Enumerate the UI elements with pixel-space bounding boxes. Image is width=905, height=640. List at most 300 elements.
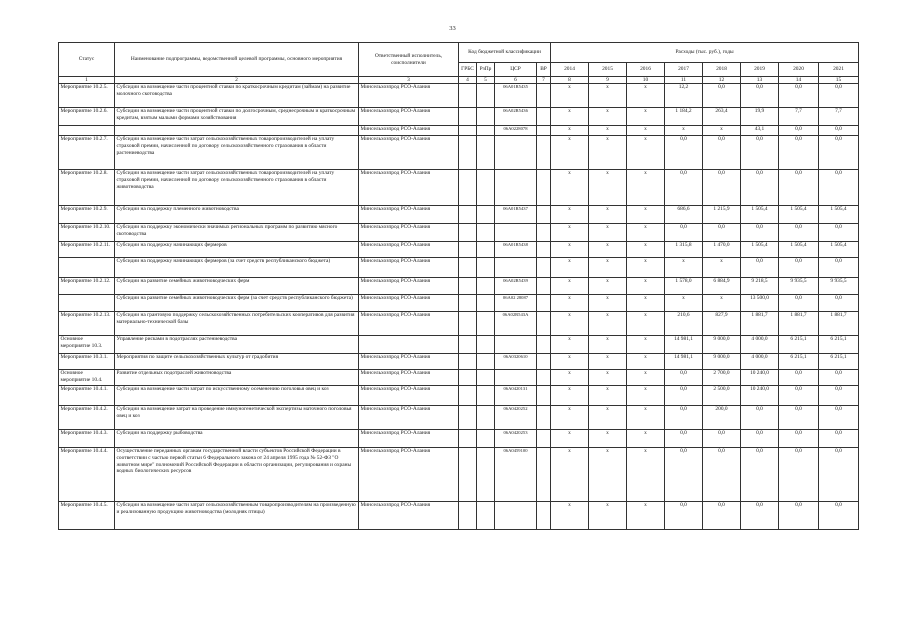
row-executor: Минсельхозпрод РСО-Алания: [359, 312, 459, 336]
row-rzpr: [477, 430, 495, 448]
row-rzpr: [477, 312, 495, 336]
row-csr: 06А01R5437: [495, 206, 537, 224]
row-vr: [537, 136, 551, 170]
row-value: 0,0: [741, 406, 779, 430]
table-row: [59, 502, 859, 530]
table-row: [59, 258, 859, 278]
row-value: х: [589, 312, 627, 336]
row-value: 0,0: [779, 258, 819, 278]
row-executor: Минсельхозпрод РСО-Алания: [359, 386, 459, 406]
row-value: 263,4: [703, 108, 741, 126]
row-value: х: [551, 224, 589, 242]
row-vr: [537, 224, 551, 242]
header-year: 2014: [551, 63, 589, 77]
row-value: 9 218,5: [741, 278, 779, 295]
table-row: [59, 242, 859, 258]
table-row: [59, 430, 859, 448]
row-value: 19,9: [741, 108, 779, 126]
row-value: 0,0: [819, 370, 859, 386]
header-class-col: ЦСР: [495, 63, 537, 77]
row-value: х: [551, 278, 589, 295]
row-csr: 06А02R5439: [495, 278, 537, 295]
row-executor: Минсельхозпрод РСО-Алания: [359, 278, 459, 295]
row-executor: Минсельхозпрод РСО-Алания: [359, 224, 459, 242]
row-status: Мероприятие 10.4.3.: [59, 430, 115, 448]
table-row: [59, 448, 859, 502]
row-name: Субсидии на возмещение части процентной ставки по долгосрочным, среднесрочным и краткосрочным кредитам, взятым малыми формами хозяйствования: [115, 108, 359, 126]
row-name: Субсидии на развитие семейных животноводческих ферм: [115, 278, 359, 295]
table-row: [59, 406, 859, 430]
row-csr: 06А0459100: [495, 448, 537, 502]
row-name: Управление рисками в подотраслях растениеводства: [115, 336, 359, 354]
row-value: 0,0: [665, 448, 703, 502]
row-value: 1 578,0: [665, 278, 703, 295]
column-number: 13: [741, 77, 779, 84]
table-row: [59, 278, 859, 295]
row-executor: Минсельхозпрод РСО-Алания: [359, 354, 459, 370]
row-grbs: [459, 502, 477, 530]
row-value: х: [627, 108, 665, 126]
header-year: 2015: [589, 63, 627, 77]
row-rzpr: [477, 370, 495, 386]
row-rzpr: [477, 258, 495, 278]
row-value: х: [589, 224, 627, 242]
row-value: 6 215,1: [779, 354, 819, 370]
row-value: 12,2: [665, 84, 703, 108]
row-value: х: [703, 258, 741, 278]
row-value: х: [551, 430, 589, 448]
row-csr: 06А0228078: [495, 126, 537, 136]
row-executor: [359, 336, 459, 354]
row-value: 9 000,0: [703, 354, 741, 370]
row-status: [59, 258, 115, 278]
row-value: х: [551, 370, 589, 386]
row-grbs: [459, 386, 477, 406]
row-grbs: [459, 430, 477, 448]
row-value: 43,1: [741, 126, 779, 136]
row-status: Основное мероприятие 10.4.: [59, 370, 115, 386]
row-value: 0,0: [741, 502, 779, 530]
row-status: Мероприятие 10.2.5.: [59, 84, 115, 108]
header-year: 2019: [741, 63, 779, 77]
row-value: х: [589, 406, 627, 430]
column-number: 3: [359, 77, 459, 84]
row-value: 1 505,4: [741, 206, 779, 224]
row-rzpr: [477, 136, 495, 170]
row-name: Субсидии на возмещение части затрат по искусственному осеменению поголовья овец и коз: [115, 386, 359, 406]
row-name: Осуществление переданных органам государственной власти субъектов Российской Федерации в соответствии с частью первой статьи 6 Федерального закона от 24 апреля 1995 года № 52-ФЗ "О животном мире" полномочий Российской Федерации в области организации, регулирования и охраны водных биологических ресурсов: [115, 448, 359, 502]
row-value: х: [589, 242, 627, 258]
row-csr: 06А02R543А: [495, 312, 537, 336]
row-value: х: [589, 170, 627, 206]
row-rzpr: [477, 406, 495, 430]
row-status: Мероприятие 10.2.8.: [59, 170, 115, 206]
table-row: [59, 295, 859, 312]
row-vr: [537, 206, 551, 224]
row-vr: [537, 242, 551, 258]
row-name: Мероприятия по защите сельскохозяйственных культур от градобития: [115, 354, 359, 370]
row-value: 0,0: [665, 224, 703, 242]
header-class-col: ГРБС: [459, 63, 477, 77]
row-rzpr: [477, 448, 495, 502]
column-number: 5: [477, 77, 495, 84]
row-value: х: [551, 108, 589, 126]
row-executor: Минсельхозпрод РСО-Алания: [359, 206, 459, 224]
row-status: [59, 295, 115, 312]
row-value: 1 881,7: [741, 312, 779, 336]
row-value: 7,7: [819, 108, 859, 126]
row-vr: [537, 386, 551, 406]
row-value: 0,0: [819, 136, 859, 170]
row-value: х: [627, 258, 665, 278]
row-name: Субсидии на поддержку экономически значимых региональных программ по развитию мясного скотоводства: [115, 224, 359, 242]
row-value: х: [589, 448, 627, 502]
row-value: х: [551, 84, 589, 108]
row-grbs: [459, 312, 477, 336]
row-value: 0,0: [779, 295, 819, 312]
row-csr: [495, 502, 537, 530]
table-row: [59, 206, 859, 224]
row-value: х: [589, 336, 627, 354]
row-vr: [537, 370, 551, 386]
row-value: 4 000,0: [741, 336, 779, 354]
row-vr: [537, 448, 551, 502]
header-year: 2016: [627, 63, 665, 77]
table-row: [59, 84, 859, 108]
row-value: 1 505,4: [741, 242, 779, 258]
row-value: 6 215,1: [819, 354, 859, 370]
row-value: 0,0: [779, 170, 819, 206]
row-value: х: [589, 295, 627, 312]
row-value: х: [551, 295, 589, 312]
row-value: 1 505,4: [779, 242, 819, 258]
table-row: [59, 336, 859, 354]
row-value: х: [589, 108, 627, 126]
row-value: 1 315,8: [665, 242, 703, 258]
row-value: 0,0: [741, 224, 779, 242]
column-number: 10: [627, 77, 665, 84]
row-value: 1 505,4: [819, 206, 859, 224]
table-row: [59, 312, 859, 336]
row-name: Субсидии на поддержку племенного животноводства: [115, 206, 359, 224]
table-row: [59, 370, 859, 386]
row-value: 1 881,7: [779, 312, 819, 336]
row-value: 0,0: [665, 136, 703, 170]
row-csr: 06А0420253: [495, 430, 537, 448]
row-value: х: [627, 126, 665, 136]
row-value: 200,0: [703, 406, 741, 430]
row-vr: [537, 126, 551, 136]
row-value: 4 000,0: [741, 354, 779, 370]
row-value: 6 884,9: [703, 278, 741, 295]
row-name: Субсидии на поддержку рыбоводства: [115, 430, 359, 448]
row-rzpr: [477, 170, 495, 206]
row-value: 0,0: [703, 448, 741, 502]
row-executor: Минсельхозпрод РСО-Алания: [359, 295, 459, 312]
row-value: х: [551, 406, 589, 430]
row-csr: [495, 370, 537, 386]
row-value: х: [551, 206, 589, 224]
row-rzpr: [477, 502, 495, 530]
row-value: х: [551, 242, 589, 258]
row-status: Основное мероприятие 10.3.: [59, 336, 115, 354]
row-vr: [537, 295, 551, 312]
row-vr: [537, 336, 551, 354]
row-grbs: [459, 84, 477, 108]
row-value: 10 240,0: [741, 370, 779, 386]
row-value: х: [589, 206, 627, 224]
header-executor: Ответственный исполнитель, соисполнители: [359, 43, 459, 77]
row-value: 0,0: [819, 430, 859, 448]
row-vr: [537, 354, 551, 370]
row-vr: [537, 502, 551, 530]
row-value: 0,0: [665, 502, 703, 530]
row-executor: Минсельхозпрод РСО-Алания: [359, 84, 459, 108]
row-value: х: [627, 448, 665, 502]
column-number: 15: [819, 77, 859, 84]
row-status: Мероприятие 10.2.7.: [59, 136, 115, 170]
row-executor: Минсельхозпрод РСО-Алания: [359, 448, 459, 502]
row-value: 0,0: [741, 84, 779, 108]
row-value: 0,0: [703, 224, 741, 242]
row-value: х: [551, 336, 589, 354]
row-value: х: [627, 170, 665, 206]
row-csr: 06А0420252: [495, 406, 537, 430]
row-grbs: [459, 354, 477, 370]
row-value: 0,0: [779, 448, 819, 502]
row-value: х: [551, 312, 589, 336]
row-name: [115, 126, 359, 136]
column-number: 2: [115, 77, 359, 84]
row-value: х: [627, 206, 665, 224]
row-grbs: [459, 170, 477, 206]
row-value: 1 184,2: [665, 108, 703, 126]
row-name: Субсидии на возмещение части затрат сельскохозяйственных товаропроизводителей на уплату страховой премии, начисленной по договору сельскохозяйственного страхования в области животноводства: [115, 170, 359, 206]
row-value: 0,0: [779, 136, 819, 170]
row-value: 210,6: [665, 312, 703, 336]
row-value: 0,0: [665, 170, 703, 206]
row-status: Мероприятие 10.4.1.: [59, 386, 115, 406]
row-vr: [537, 430, 551, 448]
row-csr: 06А01R5438: [495, 242, 537, 258]
row-grbs: [459, 108, 477, 126]
row-executor: Минсельхозпрод РСО-Алания: [359, 430, 459, 448]
row-executor: Минсельхозпрод РСО-Алания: [359, 406, 459, 430]
row-value: х: [703, 126, 741, 136]
row-value: х: [551, 386, 589, 406]
row-csr: [495, 258, 537, 278]
budget-table: [58, 42, 859, 530]
row-value: х: [589, 258, 627, 278]
row-grbs: [459, 406, 477, 430]
row-value: 2 500,0: [703, 386, 741, 406]
row-grbs: [459, 258, 477, 278]
row-value: 0,0: [665, 370, 703, 386]
row-rzpr: [477, 295, 495, 312]
column-number: 12: [703, 77, 741, 84]
row-value: 9 935,5: [779, 278, 819, 295]
row-value: 0,0: [741, 448, 779, 502]
row-value: х: [551, 354, 589, 370]
row-value: 0,0: [741, 136, 779, 170]
table-row: [59, 126, 859, 136]
row-value: х: [627, 386, 665, 406]
column-number: 6: [495, 77, 537, 84]
row-status: Мероприятие 10.3.1.: [59, 354, 115, 370]
row-value: 0,0: [741, 258, 779, 278]
row-executor: Минсельхозпрод РСО-Алания: [359, 370, 459, 386]
header-name: Наименование подпрограммы, ведомственной целевой программы, основного мероприятия: [115, 43, 359, 77]
row-value: х: [627, 242, 665, 258]
row-value: 0,0: [819, 295, 859, 312]
row-value: х: [627, 430, 665, 448]
row-value: 686,6: [665, 206, 703, 224]
row-value: х: [551, 136, 589, 170]
row-grbs: [459, 136, 477, 170]
row-value: 0,0: [819, 84, 859, 108]
row-rzpr: [477, 336, 495, 354]
row-csr: [495, 136, 537, 170]
row-value: х: [665, 258, 703, 278]
row-value: 0,0: [819, 502, 859, 530]
row-value: х: [627, 354, 665, 370]
row-value: х: [627, 370, 665, 386]
row-value: х: [551, 448, 589, 502]
row-value: х: [589, 126, 627, 136]
row-value: 0,0: [779, 126, 819, 136]
row-value: х: [627, 406, 665, 430]
row-value: 0,0: [741, 430, 779, 448]
row-value: 827,9: [703, 312, 741, 336]
row-name: Субсидии на возмещение части затрат сельскохозяйственных товаропроизводителей на уплату страховой премии, начисленной по договору сельскохозяйственного страхования в области растениеводства: [115, 136, 359, 170]
row-csr: [495, 224, 537, 242]
row-value: 6 215,1: [819, 336, 859, 354]
table-row: [59, 224, 859, 242]
row-vr: [537, 278, 551, 295]
table-row: [59, 170, 859, 206]
row-name: Субсидии на возмещение затрат на проведение иммуногенетической экспертизы маточного поголовья овец и коз: [115, 406, 359, 430]
row-value: 0,0: [819, 170, 859, 206]
row-grbs: [459, 295, 477, 312]
row-status: Мероприятие 10.2.10.: [59, 224, 115, 242]
row-csr: 06А02R5436: [495, 108, 537, 126]
row-status: [59, 126, 115, 136]
row-value: х: [703, 295, 741, 312]
row-grbs: [459, 242, 477, 258]
row-csr: 06А0320610: [495, 354, 537, 370]
row-value: 1 505,4: [819, 242, 859, 258]
row-rzpr: [477, 278, 495, 295]
row-value: х: [627, 295, 665, 312]
row-value: 0,0: [819, 224, 859, 242]
row-value: 1 470,0: [703, 242, 741, 258]
row-name: Субсидии на возмещение части затрат сельскохозяйственным товаропроизводителям на произведенную и реализованную продукцию животноводства (молодняк птицы): [115, 502, 359, 530]
row-grbs: [459, 370, 477, 386]
row-rzpr: [477, 354, 495, 370]
row-rzpr: [477, 84, 495, 108]
row-value: 9 000,0: [703, 336, 741, 354]
row-rzpr: [477, 126, 495, 136]
header-year: 2020: [779, 63, 819, 77]
row-value: 2 700,0: [703, 370, 741, 386]
row-value: х: [589, 84, 627, 108]
row-value: х: [627, 502, 665, 530]
row-executor: Минсельхозпрод РСО-Алания: [359, 242, 459, 258]
row-csr: [495, 170, 537, 206]
column-number: 4: [459, 77, 477, 84]
row-executor: Минсельхозпрод РСО-Алания: [359, 136, 459, 170]
row-value: х: [627, 278, 665, 295]
row-grbs: [459, 224, 477, 242]
row-value: 0,0: [703, 84, 741, 108]
row-csr: [495, 336, 537, 354]
row-value: х: [627, 336, 665, 354]
row-value: х: [589, 278, 627, 295]
row-value: 13 500,0: [741, 295, 779, 312]
row-vr: [537, 84, 551, 108]
page-number: 33: [449, 25, 456, 32]
row-grbs: [459, 278, 477, 295]
row-executor: Минсельхозпрод РСО-Алания: [359, 126, 459, 136]
row-value: 0,0: [703, 430, 741, 448]
row-value: 0,0: [703, 170, 741, 206]
row-value: 0,0: [819, 258, 859, 278]
row-status: Мероприятие 10.2.6.: [59, 108, 115, 126]
row-status: Мероприятие 10.4.4.: [59, 448, 115, 502]
row-value: х: [627, 224, 665, 242]
row-value: 1 505,4: [779, 206, 819, 224]
row-vr: [537, 406, 551, 430]
row-value: х: [665, 126, 703, 136]
row-value: 6 215,1: [779, 336, 819, 354]
row-name: Субсидии на поддержку начинающих фермеров: [115, 242, 359, 258]
table-row: [59, 354, 859, 370]
row-value: 7,7: [779, 108, 819, 126]
row-value: 0,0: [779, 386, 819, 406]
row-value: 0,0: [779, 224, 819, 242]
row-executor: Минсельхозпрод РСО-Алания: [359, 170, 459, 206]
row-vr: [537, 312, 551, 336]
row-value: х: [589, 430, 627, 448]
row-csr: 06А01R5435: [495, 84, 537, 108]
row-value: 0,0: [819, 406, 859, 430]
row-vr: [537, 108, 551, 126]
header-class-col: РзПр: [477, 63, 495, 77]
row-name: Развитие отдельных подотраслей животноводства: [115, 370, 359, 386]
row-rzpr: [477, 108, 495, 126]
row-value: 1 881,7: [819, 312, 859, 336]
table-row: [59, 136, 859, 170]
row-name: Субсидии на возмещение части процентной ставки по краткосрочным кредитам (займам) на развитие молочного скотоводства: [115, 84, 359, 108]
row-vr: [537, 258, 551, 278]
row-name: Субсидии на грантовую поддержку сельскохозяйственных потребительских кооперативов для развития материально-технической базы: [115, 312, 359, 336]
row-status: Мероприятие 10.2.9.: [59, 206, 115, 224]
row-name: Субсидии на развитие семейных животноводческих ферм (за счет средств республиканского бюджета): [115, 295, 359, 312]
row-executor: Минсельхозпрод РСО-Алания: [359, 258, 459, 278]
column-number: 9: [589, 77, 627, 84]
row-status: Мероприятие 10.4.5.: [59, 502, 115, 530]
row-value: х: [589, 370, 627, 386]
row-status: Мероприятие 10.2.11.: [59, 242, 115, 258]
table-row: [59, 108, 859, 126]
row-value: 0,0: [703, 502, 741, 530]
row-status: Мероприятие 10.2.12.: [59, 278, 115, 295]
row-value: х: [589, 386, 627, 406]
row-name: Субсидии на поддержку начинающих фермеров (за счет средств республиканского бюджета): [115, 258, 359, 278]
row-value: х: [589, 136, 627, 170]
column-number: 7: [537, 77, 551, 84]
row-grbs: [459, 336, 477, 354]
